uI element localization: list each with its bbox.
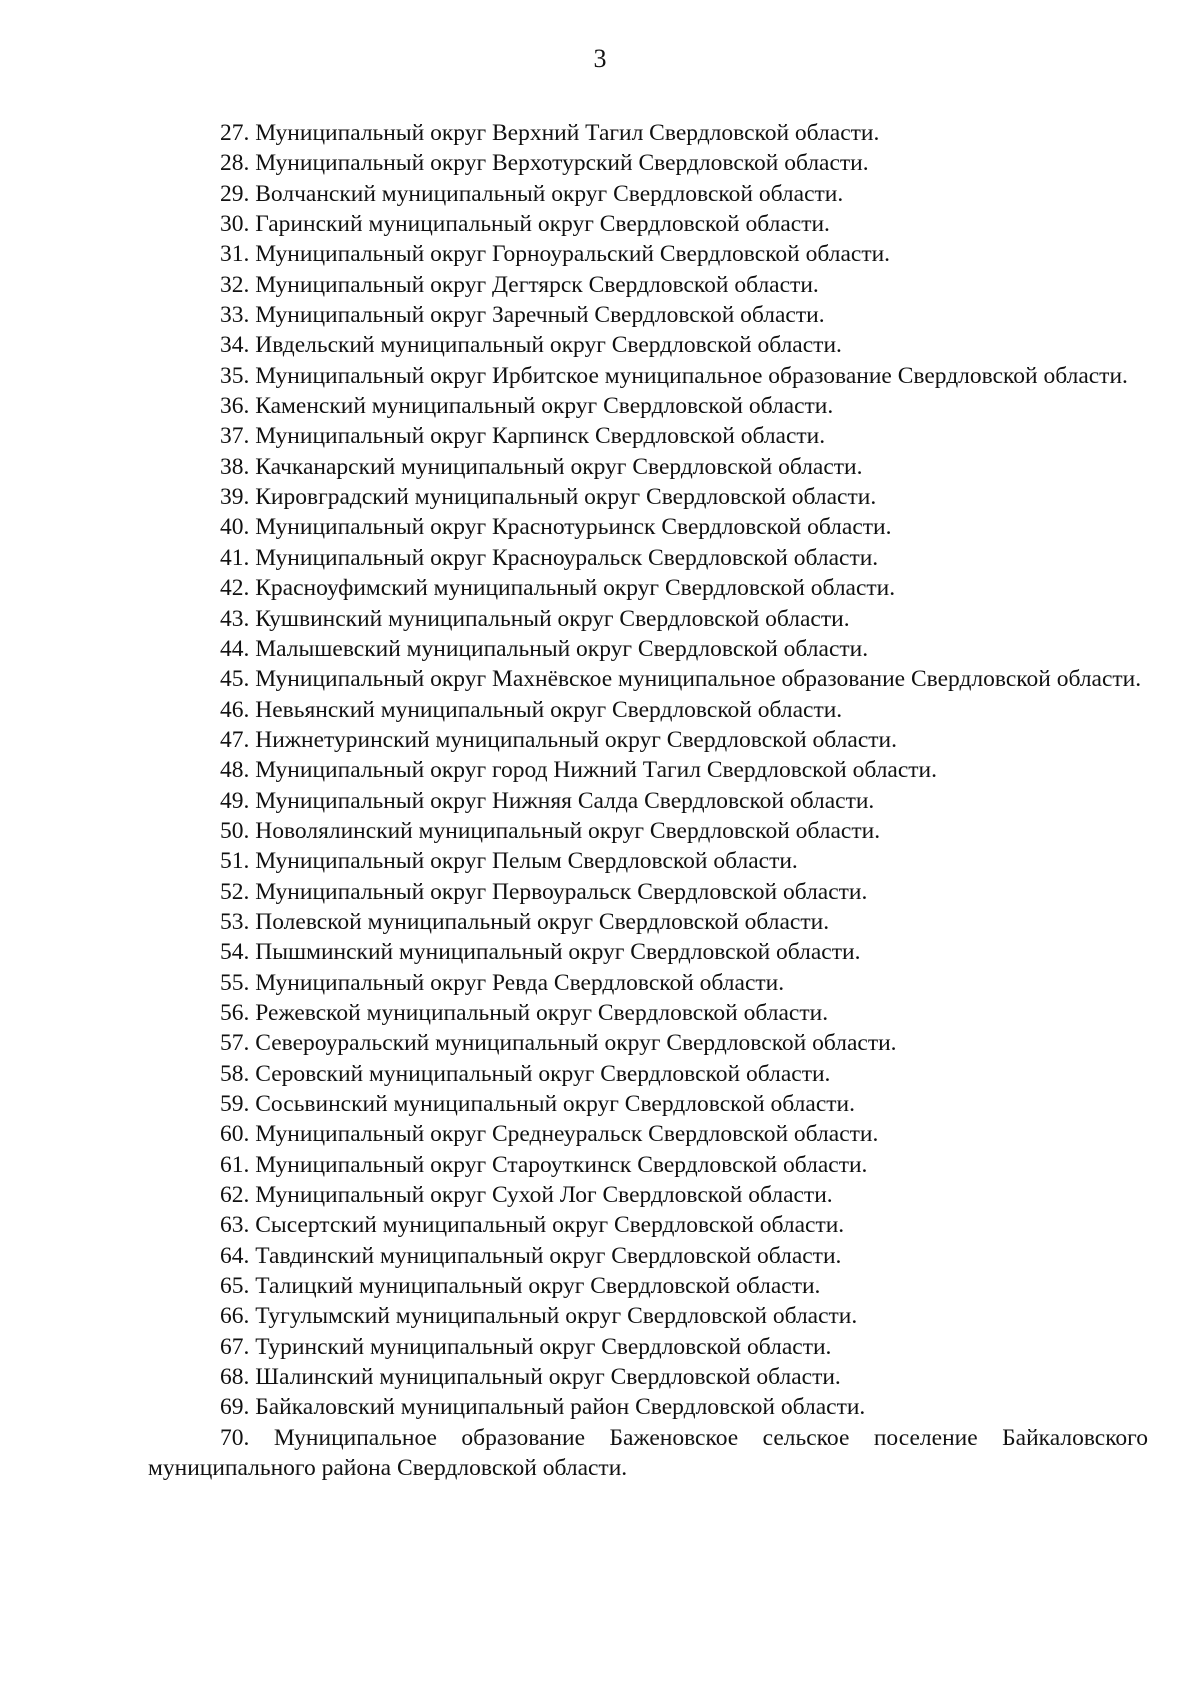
list-item: 34. Ивдельский муниципальный округ Свердловской области. (220, 332, 842, 359)
list-item: 29. Волчанский муниципальный округ Свердловской области. (220, 180, 844, 207)
list-item: 30. Гаринский муниципальный округ Свердловской области. (220, 211, 830, 238)
list-item: 70. Муниципальное образование Баженовское сельское поселение Байкаловского муниципального района Свердловской области. (148, 1424, 1148, 1482)
list-item: 68. Шалинский муниципальный округ Свердловской области. (220, 1364, 841, 1391)
list-item: 36. Каменский муниципальный округ Свердловской области. (220, 393, 834, 420)
list-item: 44. Малышевский муниципальный округ Свердловской области. (220, 635, 869, 662)
list-item: 65. Талицкий муниципальный округ Свердловской области. (220, 1273, 821, 1300)
list-item: 58. Серовский муниципальный округ Свердловской области. (220, 1060, 831, 1087)
list-item: 63. Сысертский муниципальный округ Свердловской области. (220, 1212, 845, 1239)
list-item: 33. Муниципальный округ Заречный Свердловской области. (220, 302, 825, 329)
list-item: 37. Муниципальный округ Карпинск Свердловской области. (220, 423, 826, 450)
list-item: 28. Муниципальный округ Верхотурский Свердловской области. (220, 150, 869, 177)
list-item: 46. Невьянский муниципальный округ Свердловской области. (220, 696, 843, 723)
list-item: 66. Тугулымский муниципальный округ Свердловской области. (220, 1303, 858, 1330)
list-item: 55. Муниципальный округ Ревда Свердловской области. (220, 969, 785, 996)
list-item: 67. Туринский муниципальный округ Свердловской области. (220, 1333, 832, 1360)
list-item: 35. Муниципальный округ Ирбитское муниципальное образование Свердловской области. (220, 362, 1128, 389)
list-item: 32. Муниципальный округ Дегтярск Свердловской области. (220, 271, 819, 298)
list-item: 61. Муниципальный округ Староуткинск Свердловской области. (220, 1151, 868, 1178)
list-item: 50. Новолялинский муниципальный округ Свердловской области. (220, 817, 881, 844)
list-item: 62. Муниципальный округ Сухой Лог Свердловской области. (220, 1182, 833, 1209)
list-item: 56. Режевской муниципальный округ Свердловской области. (220, 999, 829, 1026)
municipality-list (148, 118, 1148, 1483)
list-item: 57. Североуральский муниципальный округ Свердловской области. (220, 1030, 897, 1057)
list-item: 53. Полевской муниципальный округ Свердловской области. (220, 908, 830, 935)
list-item: 45. Муниципальный округ Махнёвское муниципальное образование Свердловской области. (220, 666, 1142, 693)
list-item: 60. Муниципальный округ Среднеуральск Свердловской области. (220, 1121, 879, 1148)
list-item: 27. Муниципальный округ Верхний Тагил Свердловской области. (220, 120, 880, 146)
list-item: 52. Муниципальный округ Первоуральск Свердловской области. (220, 878, 868, 905)
list-item: 64. Тавдинский муниципальный округ Свердловской области. (220, 1242, 842, 1269)
list-item: 54. Пышминский муниципальный округ Свердловской области. (220, 939, 861, 966)
list-item: 41. Муниципальный округ Красноуральск Свердловской области. (220, 544, 879, 571)
page-number: 3 (593, 44, 607, 73)
list-item: 43. Кушвинский муниципальный округ Свердловской области. (220, 605, 850, 632)
list-item: 40. Муниципальный округ Краснотурьинск Свердловской области. (220, 514, 892, 541)
list-item: 39. Кировградский муниципальный округ Свердловской области. (220, 484, 877, 511)
list-item: 59. Сосьвинский муниципальный округ Свердловской области. (220, 1091, 855, 1117)
list-item: 48. Муниципальный округ город Нижний Тагил Свердловской области. (220, 757, 938, 784)
list-item: 47. Нижнетуринский муниципальный округ Свердловской области. (220, 726, 897, 753)
list-item: 51. Муниципальный округ Пелым Свердловской области. (220, 848, 798, 875)
list-item: 42. Красноуфимский муниципальный округ Свердловской области. (220, 575, 896, 602)
list-item: 38. Качканарский муниципальный округ Свердловской области. (220, 453, 863, 480)
list-item: 49. Муниципальный округ Нижняя Салда Свердловской области. (220, 787, 875, 814)
list-item: 31. Муниципальный округ Горноуральский Свердловской области. (220, 241, 891, 268)
list-item: 69. Байкаловский муниципальный район Свердловской области. (220, 1394, 866, 1421)
